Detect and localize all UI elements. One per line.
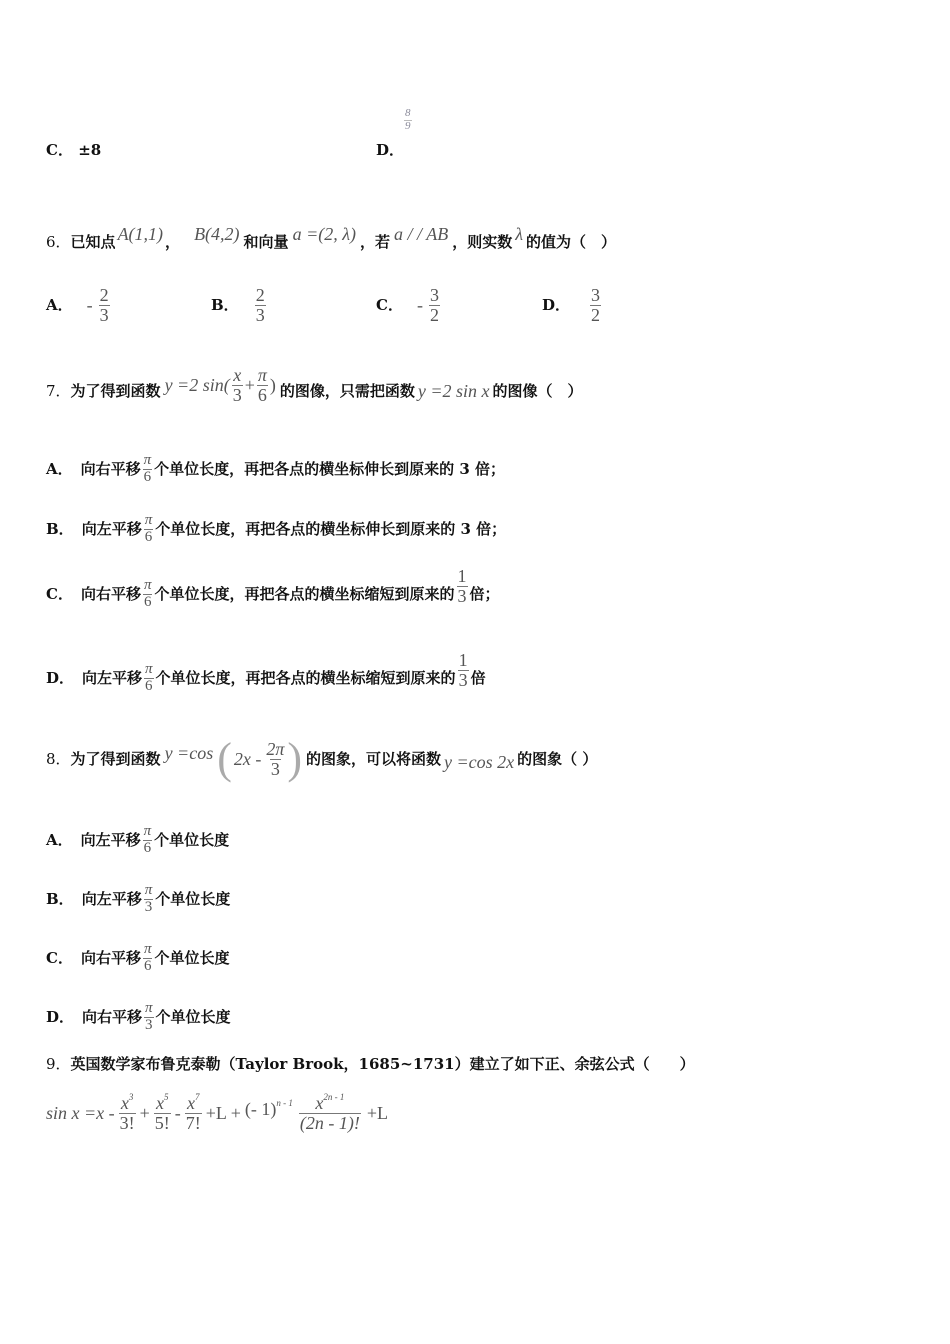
q5-option-d: [376, 140, 404, 160]
lambda: λ: [515, 224, 523, 244]
question-number: 8．: [46, 750, 71, 768]
q7-option-b: B． 向左平移 $\frac{\pi}{6}$ 个单位长度，再把各点的横坐标伸长到原来的 3 倍；: [46, 511, 507, 545]
question-number: 7．: [46, 382, 71, 400]
q6-option-c: C． - $\frac{3}{2}$: [376, 284, 439, 325]
q7-option-c: C． 向右平移 $\frac{\pi}{6}$ 个单位长度，再把各点的横坐标缩短到原来的 $\frac{1}{3}$ 倍；: [46, 565, 500, 610]
q8-target-function: y =cos ( 2x - $\frac{2\pi}{3}$ ): [164, 734, 303, 783]
q6-stem: 6． 已知点 A(1,1) ， B(4,2) 和向量 a =(2, λ) ，若 a / / AB ，则实数 λ 的值为（ ）: [46, 224, 617, 251]
q9-taylor-formula: sin x =x - $\frac{x^3}{3!}$ + $\frac{x^5}{5!}$ - $\frac{x^7}{7!}$ +L + (- 1)$^{n - 1}$ $\frac{x^{2n - 1}}{(2n - 1)!}$ +L: [46, 1092, 389, 1133]
q8-option-c: C． 向右平移 $\frac{\pi}{6}$ 个单位长度: [46, 940, 230, 974]
q7-target-function: y =2 sin( $\frac{x}{3}$ + $\frac{\pi}{6}$ ): [164, 364, 276, 405]
option-label: C．: [46, 141, 73, 159]
point-b: B(4,2): [194, 224, 240, 244]
q5-option-c: [46, 140, 101, 160]
q7-source-function: y =2 sin x: [417, 381, 490, 401]
parallel-condition: a / / AB: [394, 224, 449, 244]
option-text: ±8: [78, 141, 102, 159]
question-number: 6．: [46, 233, 71, 251]
q8-option-b: B． 向左平移 $\frac{\pi}{3}$ 个单位长度: [46, 881, 231, 915]
q7-stem: 7． 为了得到函数 y =2 sin( $\frac{x}{3}$ + $\frac{\pi}{6}$ ) 的图像，只需把函数 y =2 sin x 的图像（ ）: [46, 364, 583, 405]
q8-option-a: A． 向左平移 $\frac{\pi}{6}$ 个单位长度: [46, 822, 230, 856]
q7-option-a: A． 向右平移 $\frac{\pi}{6}$ 个单位长度，再把各点的横坐标伸长到原来的 3 倍；: [46, 451, 506, 485]
q8-source-function: y =cos 2x: [444, 752, 515, 772]
q6-option-b: B． $\frac{2}{3}$: [211, 284, 265, 325]
q8-stem: 8． 为了得到函数 y =cos ( 2x - $\frac{2\pi}{3}$ ) 的图象，可以将函数 y =cos 2x 的图象（ ）: [46, 734, 598, 783]
vector-a: a =(2, λ): [292, 224, 356, 244]
q6-option-a: A． - $\frac{2}{3}$: [46, 284, 109, 325]
q6-option-d: D． $\frac{3}{2}$: [542, 284, 601, 325]
question-number: 9．: [46, 1055, 71, 1073]
point-a: A(1,1): [117, 224, 164, 244]
q8-option-d: D． 向右平移 $\frac{\pi}{3}$ 个单位长度: [46, 999, 231, 1033]
q7-option-d: D． 向左平移 $\frac{\pi}{6}$ 个单位长度，再把各点的横坐标缩短到原来的 $\frac{1}{3}$ 倍: [46, 649, 486, 694]
q9-stem: 9． 英国数学家布鲁克泰勒（Taylor Brook，1685~1731）建立了如下正、余弦公式（ ）: [46, 1055, 695, 1073]
option-label: D．: [376, 141, 405, 159]
q5-option-d-fraction: $\frac{8}{9}$: [405, 107, 411, 132]
